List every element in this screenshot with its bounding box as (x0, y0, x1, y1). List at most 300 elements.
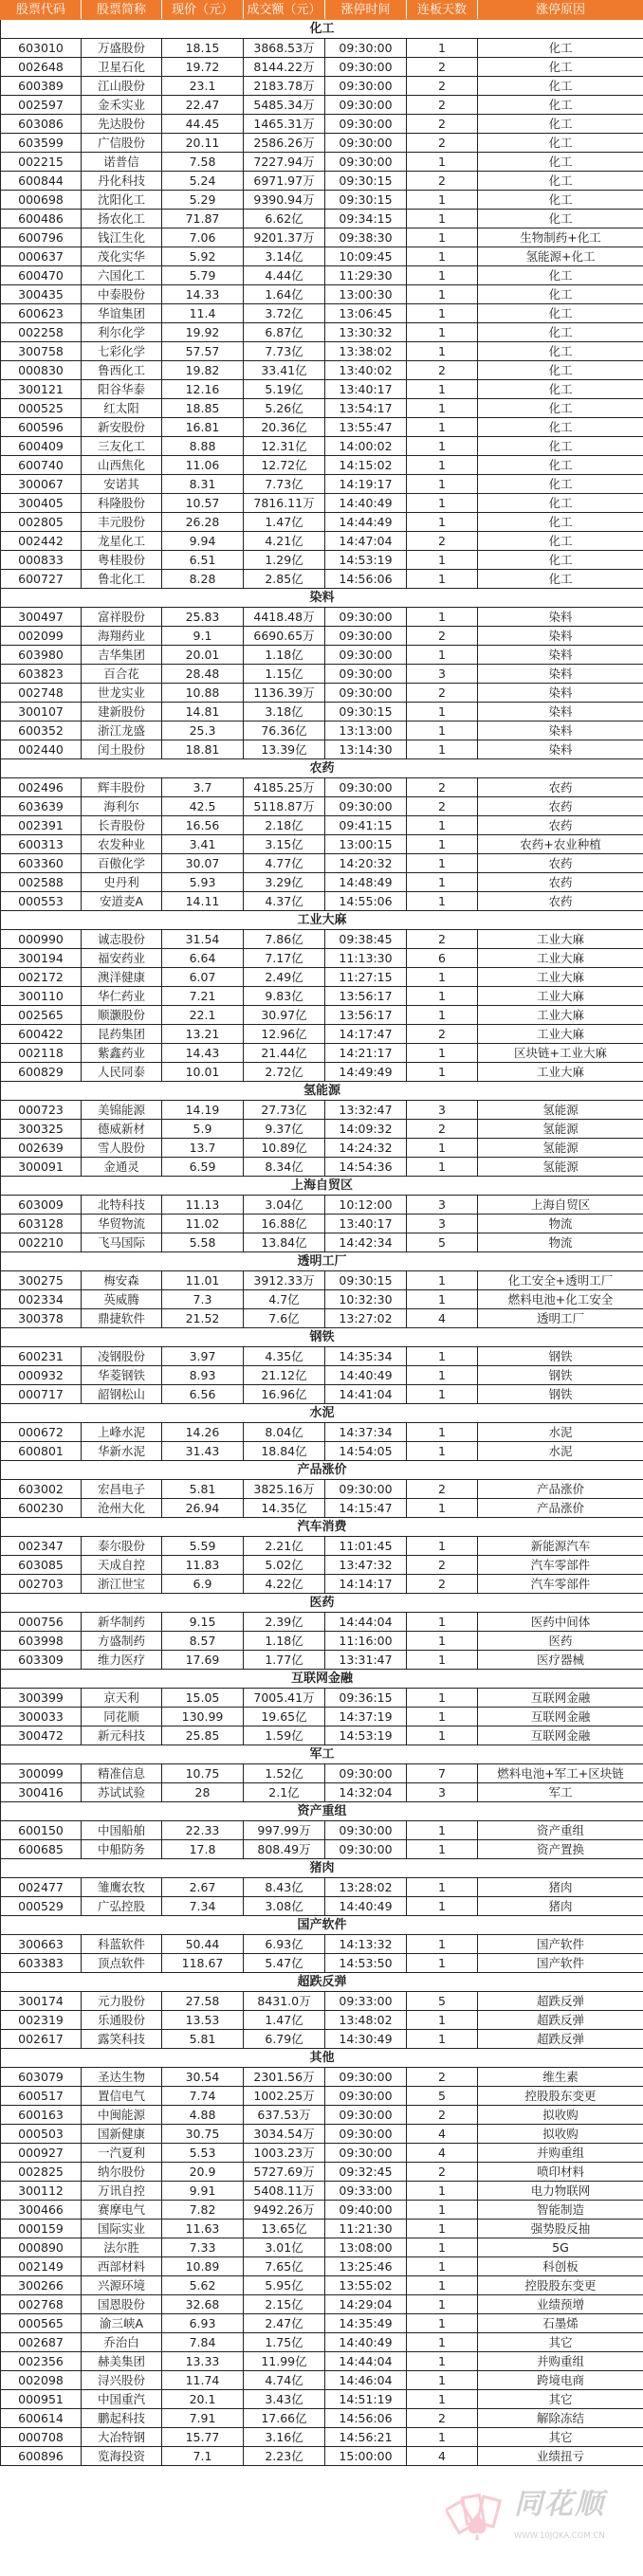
table-row (1, 134, 643, 153)
consecutive-days-cell: 1 (407, 39, 478, 58)
limit-up-reason-cell: 化工 (478, 437, 643, 456)
limit-up-time-cell: 14:56:21 (325, 2428, 407, 2447)
table-row (1, 1556, 643, 1575)
turnover-cell: 2586.26万 (244, 134, 325, 153)
stock-code-cell: 600231 (1, 1347, 82, 1366)
limit-up-reason-cell: 化工 (478, 380, 643, 399)
current-price-cell: 15.77 (162, 2428, 244, 2447)
watermark-brand-name: 同花顺 (514, 2488, 605, 2521)
limit-up-reason-cell: 医疗器械 (478, 1651, 643, 1670)
stock-code-cell: 002258 (1, 323, 82, 342)
stock-name-cell: 渝三峡A (82, 2314, 162, 2333)
table-row (1, 1366, 643, 1385)
stock-code-cell: 000565 (1, 2314, 82, 2333)
limit-up-reason-cell: 化工 (478, 153, 643, 172)
consecutive-days-cell: 1 (407, 722, 478, 740)
consecutive-days-cell: 1 (407, 740, 478, 759)
limit-up-reason-cell: 国产软件 (478, 1954, 643, 1973)
limit-up-time-cell: 09:30:00 (325, 778, 407, 797)
turnover-cell: 8.34亿 (244, 1158, 325, 1177)
limit-up-time-cell: 09:30:00 (325, 684, 407, 703)
turnover-cell: 2.85亿 (244, 570, 325, 589)
stock-name-cell: 万讯自控 (82, 2182, 162, 2201)
stock-code-cell: 600796 (1, 228, 82, 247)
section-row (1, 20, 643, 39)
current-price-cell: 30.54 (162, 2068, 244, 2087)
limit-up-reason-cell: 互联网金融 (478, 1726, 643, 1745)
limit-up-time-cell: 09:34:15 (325, 210, 407, 228)
turnover-cell: 16.88亿 (244, 1215, 325, 1233)
limit-up-reason-cell: 军工 (478, 1783, 643, 1802)
current-price-cell: 18.85 (162, 399, 244, 418)
turnover-cell: 21.44亿 (244, 1044, 325, 1063)
consecutive-days-cell: 1 (407, 2238, 478, 2257)
turnover-cell: 21.12亿 (244, 1366, 325, 1385)
consecutive-days-cell: 1 (407, 1139, 478, 1158)
current-price-cell: 9.94 (162, 532, 244, 551)
limit-up-reason-cell: 并购重组 (478, 2352, 643, 2371)
limit-up-time-cell: 13:55:02 (325, 2276, 407, 2295)
limit-up-reason-cell: 化工 (478, 304, 643, 323)
consecutive-days-cell: 1 (407, 1499, 478, 1518)
consecutive-days-cell: 2 (407, 778, 478, 797)
consecutive-days-cell: 1 (407, 266, 478, 285)
limit-up-time-cell: 09:30:15 (325, 172, 407, 191)
turnover-cell: 8.43亿 (244, 1878, 325, 1897)
consecutive-days-cell: 1 (407, 816, 478, 835)
stock-name-cell: 昆药集团 (82, 1025, 162, 1044)
consecutive-days-cell: 2 (407, 1025, 478, 1044)
turnover-cell: 9201.37万 (244, 228, 325, 247)
table-row (1, 2390, 643, 2409)
limit-up-reason-cell: 上海自贸区 (478, 1196, 643, 1215)
stock-code-cell: 600623 (1, 304, 82, 323)
table-row (1, 1821, 643, 1840)
turnover-cell: 3.08亿 (244, 1897, 325, 1916)
current-price-cell: 14.26 (162, 1423, 244, 1442)
limit-up-reason-cell: 燃料电池+化工安全 (478, 1290, 643, 1309)
limit-up-reason-cell: 氢能源+化工 (478, 247, 643, 266)
stock-name-cell: 三友化工 (82, 437, 162, 456)
turnover-cell: 2.18亿 (244, 816, 325, 835)
limit-up-reason-cell: 互联网金融 (478, 1708, 643, 1726)
table-row (1, 96, 643, 115)
limit-up-reason-cell: 工业大麻 (478, 1063, 643, 1082)
stock-name-cell: 赛摩电气 (82, 2201, 162, 2220)
stock-code-cell: 600801 (1, 1442, 82, 1461)
limit-up-time-cell: 09:30:15 (325, 191, 407, 210)
section-title: 农药 (1, 759, 643, 778)
turnover-cell: 20.36亿 (244, 418, 325, 437)
current-price-cell: 16.81 (162, 418, 244, 437)
stock-code-cell: 600596 (1, 418, 82, 437)
section-row (1, 1973, 643, 1992)
table-row (1, 2125, 643, 2144)
stock-name-cell: 沈阳化工 (82, 191, 162, 210)
stock-name-cell: 鲁北化工 (82, 570, 162, 589)
turnover-cell: 6.79亿 (244, 2030, 325, 2049)
consecutive-days-cell: 1 (407, 1006, 478, 1025)
section-title: 医药 (1, 1594, 643, 1613)
stock-name-cell: 粤桂股份 (82, 551, 162, 570)
turnover-cell: 3.15亿 (244, 835, 325, 854)
stock-name-cell: 览海投资 (82, 2447, 162, 2466)
current-price-cell: 30.07 (162, 854, 244, 873)
current-price-cell: 9.1 (162, 627, 244, 646)
table-row (1, 1442, 643, 1461)
turnover-cell: 7227.94万 (244, 153, 325, 172)
table-row (1, 1613, 643, 1632)
limit-up-reason-cell: 化工 (478, 172, 643, 191)
limit-up-reason-cell: 超跌反弹 (478, 2030, 643, 2049)
stock-name-cell: 钱江生化 (82, 228, 162, 247)
consecutive-days-cell: 3 (407, 1215, 478, 1233)
limit-up-time-cell: 09:33:00 (325, 1992, 407, 2011)
table-row (1, 2257, 643, 2276)
current-price-cell: 7.82 (162, 2201, 244, 2220)
table-row (1, 1025, 643, 1044)
limit-up-time-cell: 09:33:00 (325, 2182, 407, 2201)
limit-up-time-cell: 09:30:15 (325, 1271, 407, 1290)
limit-up-time-cell: 14:47:04 (325, 532, 407, 551)
consecutive-days-cell: 1 (407, 1935, 478, 1954)
table-row (1, 1499, 643, 1518)
consecutive-days-cell: 3 (407, 1783, 478, 1802)
table-row (1, 1764, 643, 1783)
limit-up-reason-cell: 生物制药+化工 (478, 228, 643, 247)
table-row (1, 2409, 643, 2428)
stock-name-cell: 浙江世宝 (82, 1575, 162, 1594)
stock-code-cell: 300112 (1, 2182, 82, 2201)
current-price-cell: 14.43 (162, 1044, 244, 1063)
table-row (1, 1575, 643, 1594)
current-price-cell: 10.75 (162, 1764, 244, 1783)
table-row (1, 968, 643, 987)
current-price-cell: 6.07 (162, 968, 244, 987)
limit-up-time-cell: 14:13:32 (325, 1935, 407, 1954)
stock-code-cell: 603639 (1, 797, 82, 816)
turnover-cell: 7.73亿 (244, 342, 325, 361)
stock-code-cell: 002617 (1, 2030, 82, 2049)
current-price-cell: 17.8 (162, 1840, 244, 1859)
turnover-cell: 1.47亿 (244, 2011, 325, 2030)
stock-code-cell: 600740 (1, 456, 82, 475)
turnover-cell: 6.87亿 (244, 323, 325, 342)
turnover-cell: 2.47亿 (244, 2314, 325, 2333)
stock-code-cell: 600230 (1, 1499, 82, 1518)
limit-up-time-cell: 14:21:17 (325, 1044, 407, 1063)
current-price-cell: 22.33 (162, 1821, 244, 1840)
limit-up-reason-cell: 化工 (478, 191, 643, 210)
limit-up-reason-cell: 科创板 (478, 2257, 643, 2276)
consecutive-days-cell: 1 (407, 2333, 478, 2352)
current-price-cell: 11.4 (162, 304, 244, 323)
turnover-cell: 4.44亿 (244, 266, 325, 285)
turnover-cell: 19.65亿 (244, 1708, 325, 1726)
stock-code-cell: 000723 (1, 1101, 82, 1120)
turnover-cell: 1136.39万 (244, 684, 325, 703)
section-title: 产品涨价 (1, 1461, 643, 1480)
limit-up-reason-cell: 产品涨价 (478, 1499, 643, 1518)
stock-code-cell: 002118 (1, 1044, 82, 1063)
limit-up-time-cell: 14:44:04 (325, 1613, 407, 1632)
consecutive-days-cell: 1 (407, 1840, 478, 1859)
consecutive-days-cell: 1 (407, 2314, 478, 2333)
section-row (1, 759, 643, 778)
limit-up-reason-cell: 工业大麻 (478, 1006, 643, 1025)
table-row (1, 1708, 643, 1726)
table-row (1, 153, 643, 172)
turnover-cell: 1.64亿 (244, 285, 325, 304)
consecutive-days-cell: 2 (407, 77, 478, 96)
consecutive-days-cell: 7 (407, 1764, 478, 1783)
limit-up-reason-cell: 染料 (478, 627, 643, 646)
current-price-cell: 18.81 (162, 740, 244, 759)
limit-up-time-cell: 13:27:02 (325, 1309, 407, 1328)
limit-up-time-cell: 11:16:00 (325, 1632, 407, 1651)
consecutive-days-cell: 1 (407, 608, 478, 627)
table-row (1, 816, 643, 835)
table-row (1, 2352, 643, 2371)
turnover-cell: 10.89亿 (244, 1139, 325, 1158)
turnover-cell: 8431.0万 (244, 1992, 325, 2011)
stock-code-cell: 300275 (1, 1271, 82, 1290)
limit-up-reason-cell: 工业大麻 (478, 949, 643, 968)
section-title: 其他 (1, 2049, 643, 2068)
stock-code-cell: 002805 (1, 513, 82, 532)
stock-name-cell: 露笑科技 (82, 2030, 162, 2049)
current-price-cell: 10.89 (162, 2257, 244, 2276)
stock-name-cell: 元力股份 (82, 1992, 162, 2011)
consecutive-days-cell: 5 (407, 2087, 478, 2106)
limit-up-reason-cell: 强势股反抽 (478, 2220, 643, 2238)
stock-name-cell: 维力医疗 (82, 1651, 162, 1670)
stock-name-cell: 大冶特钢 (82, 2428, 162, 2447)
consecutive-days-cell: 2 (407, 96, 478, 115)
section-row (1, 1404, 643, 1423)
consecutive-days-cell: 2 (407, 684, 478, 703)
turnover-cell: 3.01亿 (244, 2238, 325, 2257)
stock-name-cell: 梅安森 (82, 1271, 162, 1290)
current-price-cell: 9.15 (162, 1613, 244, 1632)
limit-up-reason-cell: 化工 (478, 77, 643, 96)
current-price-cell: 11.74 (162, 2371, 244, 2390)
table-row (1, 1689, 643, 1708)
table-row (1, 513, 643, 532)
limit-up-time-cell: 10:32:30 (325, 1290, 407, 1309)
stock-name-cell: 丹化科技 (82, 172, 162, 191)
section-title: 上海自贸区 (1, 1177, 643, 1196)
consecutive-days-cell: 4 (407, 1309, 478, 1328)
stock-name-cell: 科蓝软件 (82, 1935, 162, 1954)
table-row (1, 1726, 643, 1745)
table-row (1, 39, 643, 58)
stock-code-cell: 300758 (1, 342, 82, 361)
turnover-cell: 4.35亿 (244, 1347, 325, 1366)
limit-up-time-cell: 09:30:00 (325, 2144, 407, 2163)
table-row (1, 247, 643, 266)
stock-code-cell: 002440 (1, 740, 82, 759)
turnover-cell: 637.53万 (244, 2106, 325, 2125)
stock-name-cell: 海利尔 (82, 797, 162, 816)
playing-cards-logo-icon (446, 2491, 508, 2544)
current-price-cell: 5.81 (162, 2030, 244, 2049)
stock-code-cell: 300325 (1, 1120, 82, 1139)
stock-code-cell: 300121 (1, 380, 82, 399)
limit-up-reason-cell: 区块链+工业大麻 (478, 1044, 643, 1063)
table-row (1, 494, 643, 513)
consecutive-days-cell: 1 (407, 1878, 478, 1897)
limit-up-reason-cell: 染料 (478, 646, 643, 665)
stock-name-cell: 一汽夏利 (82, 2144, 162, 2163)
limit-up-reason-cell: 化工 (478, 494, 643, 513)
limit-up-reason-cell: 汽车零部件 (478, 1556, 643, 1575)
stock-code-cell: 002442 (1, 532, 82, 551)
stock-name-cell: 人民同泰 (82, 1063, 162, 1082)
limit-up-reason-cell: 钢铁 (478, 1366, 643, 1385)
turnover-cell: 2.23亿 (244, 2447, 325, 2466)
limit-up-reason-cell: 医药 (478, 1632, 643, 1651)
turnover-cell: 27.73亿 (244, 1101, 325, 1120)
turnover-cell: 13.65亿 (244, 2220, 325, 2238)
section-title: 钢铁 (1, 1328, 643, 1347)
current-price-cell: 50.44 (162, 1935, 244, 1954)
consecutive-days-cell: 1 (407, 399, 478, 418)
consecutive-days-cell: 2 (407, 2106, 478, 2125)
current-price-cell: 9.91 (162, 2182, 244, 2201)
stock-name-cell: 天成自控 (82, 1556, 162, 1575)
consecutive-days-cell: 1 (407, 987, 478, 1006)
table-row (1, 342, 643, 361)
limit-up-time-cell: 13:47:32 (325, 1556, 407, 1575)
table-row (1, 608, 643, 627)
table-row (1, 797, 643, 816)
table-row (1, 1935, 643, 1954)
stock-name-cell: 华菱钢铁 (82, 1366, 162, 1385)
limit-up-reason-cell: 氢能源 (478, 1158, 643, 1177)
consecutive-days-cell: 1 (407, 551, 478, 570)
table-row (1, 2220, 643, 2238)
current-price-cell: 57.57 (162, 342, 244, 361)
stock-name-cell: 广弘控股 (82, 1897, 162, 1916)
stock-code-cell: 600727 (1, 570, 82, 589)
consecutive-days-cell: 1 (407, 835, 478, 854)
table-row (1, 2447, 643, 2466)
consecutive-days-cell: 3 (407, 665, 478, 684)
section-row (1, 1461, 643, 1480)
table-row (1, 778, 643, 797)
consecutive-days-cell: 2 (407, 532, 478, 551)
turnover-cell: 6.62亿 (244, 210, 325, 228)
limit-up-time-cell: 13:06:45 (325, 304, 407, 323)
consecutive-days-cell: 4 (407, 2447, 478, 2466)
consecutive-days-cell: 1 (407, 2295, 478, 2314)
limit-up-reason-cell: 农药 (478, 816, 643, 835)
table-row (1, 58, 643, 77)
turnover-cell: 9.83亿 (244, 987, 325, 1006)
current-price-cell: 25.83 (162, 608, 244, 627)
limit-up-reason-cell: 并购重组 (478, 2144, 643, 2163)
turnover-cell: 16.96亿 (244, 1385, 325, 1404)
stock-name-cell: 京天利 (82, 1689, 162, 1708)
stock-name-cell: 兴源环境 (82, 2276, 162, 2295)
stock-code-cell: 000951 (1, 2390, 82, 2409)
stock-name-cell: 法尔胜 (82, 2238, 162, 2257)
current-price-cell: 10.88 (162, 684, 244, 703)
limit-up-time-cell: 13:14:30 (325, 740, 407, 759)
stock-name-cell: 阳谷华泰 (82, 380, 162, 399)
consecutive-days-cell: 2 (407, 58, 478, 77)
current-price-cell: 6.59 (162, 1158, 244, 1177)
limit-up-time-cell: 13:08:00 (325, 2238, 407, 2257)
limit-up-reason-cell: 化工 (478, 115, 643, 134)
table-row (1, 1120, 643, 1139)
consecutive-days-cell: 1 (407, 228, 478, 247)
stock-code-cell: 600614 (1, 2409, 82, 2428)
current-price-cell: 5.53 (162, 2144, 244, 2163)
stock-name-cell: 雪人股份 (82, 1139, 162, 1158)
limit-up-reason-cell: 农药 (478, 873, 643, 892)
table-body (1, 20, 643, 2466)
limit-up-reason-cell: 汽车零部件 (478, 1575, 643, 1594)
stock-code-cell: 300435 (1, 285, 82, 304)
turnover-cell: 2183.78万 (244, 77, 325, 96)
stock-code-cell: 002098 (1, 2371, 82, 2390)
turnover-cell: 3.43亿 (244, 2390, 325, 2409)
table-row (1, 930, 643, 949)
current-price-cell: 11.06 (162, 456, 244, 475)
limit-up-time-cell: 09:30:00 (325, 2106, 407, 2125)
consecutive-days-cell: 1 (407, 1821, 478, 1840)
consecutive-days-cell: 1 (407, 1442, 478, 1461)
stock-name-cell: 泰尔股份 (82, 1537, 162, 1556)
consecutive-days-cell: 1 (407, 210, 478, 228)
consecutive-days-cell: 1 (407, 703, 478, 722)
consecutive-days-cell: 4 (407, 2125, 478, 2144)
turnover-cell: 6690.65万 (244, 627, 325, 646)
current-price-cell: 12.16 (162, 380, 244, 399)
stock-code-cell: 002172 (1, 968, 82, 987)
current-price-cell: 22.47 (162, 96, 244, 115)
stock-name-cell: 凌钢股份 (82, 1347, 162, 1366)
stock-code-cell: 000717 (1, 1385, 82, 1404)
turnover-cell: 808.49万 (244, 1840, 325, 1859)
table-row (1, 266, 643, 285)
stock-name-cell: 诚志股份 (82, 930, 162, 949)
table-row (1, 740, 643, 759)
limit-up-time-cell: 13:54:17 (325, 399, 407, 418)
current-price-cell: 27.58 (162, 1992, 244, 2011)
stock-name-cell: 华贸物流 (82, 1215, 162, 1233)
table-row (1, 475, 643, 494)
stock-name-cell: 顺灏股份 (82, 1006, 162, 1025)
consecutive-days-cell: 1 (407, 513, 478, 532)
limit-up-reason-cell: 资产置换 (478, 1840, 643, 1859)
limit-up-reason-cell: 物流 (478, 1215, 643, 1233)
stock-code-cell: 000553 (1, 892, 82, 911)
stock-name-cell: 六国化工 (82, 266, 162, 285)
limit-up-time-cell: 15:00:00 (325, 2447, 407, 2466)
stock-name-cell: 长青股份 (82, 816, 162, 835)
limit-up-time-cell: 13:30:32 (325, 323, 407, 342)
limit-up-time-cell: 14:44:49 (325, 513, 407, 532)
current-price-cell: 6.51 (162, 551, 244, 570)
limit-up-reason-cell: 化工 (478, 134, 643, 153)
stock-code-cell: 002347 (1, 1537, 82, 1556)
limit-up-reason-cell: 染料 (478, 703, 643, 722)
table-row (1, 2087, 643, 2106)
limit-up-time-cell: 14:56:06 (325, 2409, 407, 2428)
